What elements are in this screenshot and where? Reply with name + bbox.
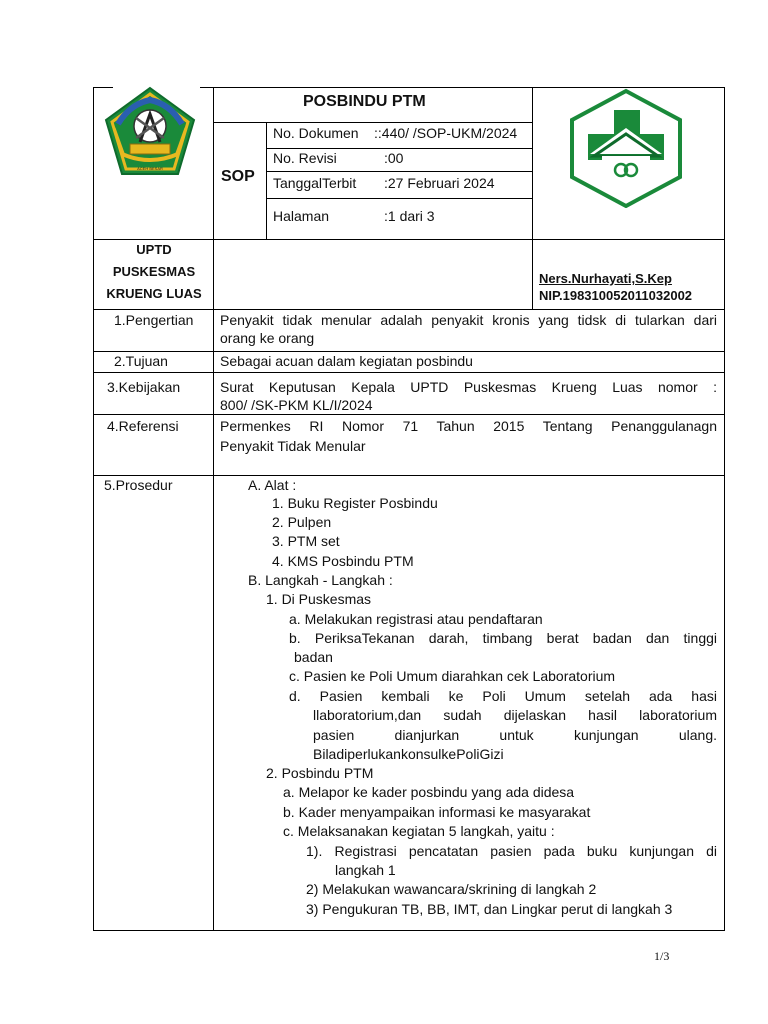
revision-value: :00 <box>384 150 404 166</box>
section-label-referensi: 4.Referensi <box>107 418 179 434</box>
step1-item-d: d. Pasien kembali ke Poli Umum setelah ada hasi <box>289 688 717 704</box>
section-label-pengertian: 1.Pengertian <box>114 312 194 328</box>
doc-no-label: No. Dokumen <box>273 125 359 141</box>
step1-item-d-cont-3: BiladiperlukankonsulkePoliGizi <box>313 746 504 762</box>
section-text-referensi-1: Permenkes RI Nomor 71 Tahun 2015 Tentang Penanggulanagn <box>220 418 717 434</box>
page-number: 1/3 <box>654 949 670 963</box>
aceh-besar-banner: ACEH BESAR <box>137 166 163 171</box>
page-count-value: :1 dari 3 <box>384 208 435 224</box>
step1-item-c: c. Pasien ke Poli Umum diarahkan cek Laboratorium <box>289 668 616 684</box>
issue-date-value: :27 Februari 2024 <box>384 175 495 191</box>
page-count-label: Halaman <box>273 208 330 224</box>
sub-item-1-cont: langkah 1 <box>335 862 396 878</box>
step1-item-d-cont-2: pasien dianjurkan untuk kunjungan ulang. <box>313 727 717 743</box>
step1-item-b: b. PeriksaTekanan darah, timbang berat badan dan tinggi <box>289 630 717 646</box>
section-text-pengertian-2: orang ke orang <box>220 330 315 346</box>
procedure-a-title: A. Alat : <box>248 477 297 493</box>
tool-item-2: 2. Pulpen <box>272 514 332 530</box>
org-line-1: UPTD <box>136 242 172 257</box>
puskesmas-logo <box>566 88 686 208</box>
section-text-pengertian-1: Penyakit tidak menular adalah penyakit kronis yang tidsk di tularkan dari <box>220 312 717 328</box>
section-label-kebijakan: 3.Kebijakan <box>107 379 181 395</box>
sub-item-3: 3) Pengukuran TB, BB, IMT, dan Lingkar perut di langkah 3 <box>306 901 673 917</box>
sub-item-2: 2) Melakukan wawancara/skrining di langkah 2 <box>306 881 597 897</box>
tool-item-1: 1. Buku Register Posbindu <box>272 495 438 511</box>
org-line-3: KRUENG LUAS <box>106 286 202 301</box>
tool-item-4: 4. KMS Posbindu PTM <box>272 553 414 569</box>
procedure-b-title: B. Langkah - Langkah : <box>248 572 393 588</box>
step2-item-b: b. Kader menyampaikan informasi ke masyarakat <box>283 804 591 820</box>
step1-title: 1. Di Puskesmas <box>266 591 372 607</box>
page-title: POSBINDU PTM <box>303 93 426 110</box>
sub-item-1: 1). Registrasi pencatatan pasien pada buku kunjungan di <box>306 843 717 859</box>
issue-date-label: TanggalTerbit <box>273 175 357 191</box>
step1-item-a: a. Melakukan registrasi atau pendaftaran <box>289 611 543 627</box>
step1-item-b-cont: badan <box>294 649 333 665</box>
doc-no-value: ::440/ /SOP-UKM/2024 <box>374 125 518 141</box>
step2-title: 2. Posbindu PTM <box>266 765 374 781</box>
sop-label: SOP <box>221 168 255 185</box>
step1-item-d-cont-1: llaboratorium,dan sudah dijelaskan hasil laboratorium <box>313 707 717 723</box>
section-label-tujuan: 2.Tujuan <box>114 353 168 369</box>
section-label-prosedur: 5.Prosedur <box>104 477 173 493</box>
step2-item-c: c. Melaksanakan kegiatan 5 langkah, yaitu : <box>283 823 555 839</box>
revision-label: No. Revisi <box>273 150 337 166</box>
section-text-kebijakan-1: Surat Keputusan Kepala UPTD Puskesmas Krueng Luas nomor : <box>220 379 717 395</box>
signatory-nip: NIP.198310052011032002 <box>539 288 693 303</box>
section-text-referensi-2: Penyakit Tidak Menular <box>220 438 366 454</box>
step2-item-a: a. Melapor ke kader posbindu yang ada didesa <box>283 784 575 800</box>
section-text-tujuan: Sebagai acuan dalam kegiatan posbindu <box>220 353 473 369</box>
org-line-2: PUSKESMAS <box>112 264 196 279</box>
signatory-name: Ners.Nurhayati,S.Kep <box>539 271 672 286</box>
section-text-kebijakan-2: 800/ /SK-PKM KL/I/2024 <box>220 397 373 413</box>
tool-item-3: 3. PTM set <box>272 533 340 549</box>
